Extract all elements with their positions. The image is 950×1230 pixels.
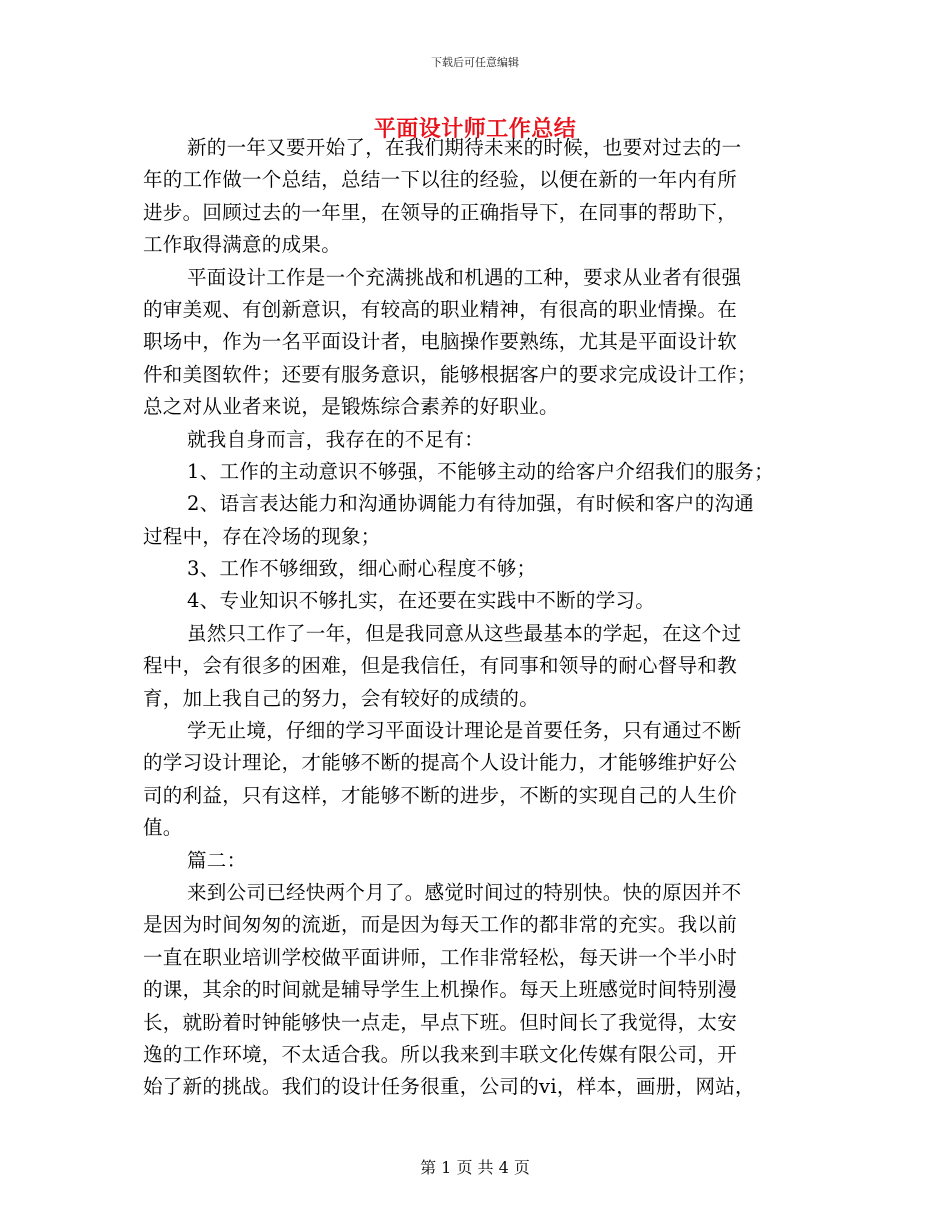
list-item-line: 4、专业知识不够扎实，在还要在实践中不断的学习。 [187, 589, 656, 613]
document-body [143, 132, 808, 1104]
list-item-line: 2、语言表达能力和沟通协调能力有待加强，有时候和客户的沟通 [187, 492, 755, 516]
list-item-line: 过程中，存在冷场的现象； [143, 524, 381, 548]
paragraph-line: 总之对从业者来说，是锻炼综合素养的好职业。 [143, 395, 559, 419]
paragraph-line: 件和美图软件；还要有服务意识，能够根据客户的要求完成设计工作； [143, 362, 757, 386]
paragraph-line: 新的一年又要开始了，在我们期待未来的时候，也要对过去的一 [187, 136, 742, 159]
list-item-line: 1、工作的主动意识不够强，不能够主动的给客户介绍我们的服务； [187, 459, 774, 483]
paragraph-line: 就我自身而言，我存在的不足有： [187, 427, 485, 451]
paragraph-line: 来到公司已经快两个月了。感觉时间过的特别快。快的原因并不 [187, 880, 742, 904]
paragraph-line: 长，就盼着时钟能够快一点走，早点下班。但时间长了我觉得，太安 [143, 1010, 738, 1034]
paragraph-line: 值。 [143, 816, 183, 840]
header-note: 下载后可任意编辑 [431, 56, 519, 69]
paragraph-line: 年的工作做一个总结，总结一下以往的经验，以便在新的一年内有所 [143, 168, 738, 192]
paragraph-line: 的学习设计理论，才能够不断的提高个人设计能力，才能够维护好公 [143, 751, 738, 775]
paragraph-line: 职场中，作为一名平面设计者，电脑操作要熟练，尤其是平面设计软 [143, 330, 738, 354]
paragraph-line: 工作取得满意的成果。 [143, 233, 342, 257]
paragraph-line: 育，加上我自己的努力，会有较好的成绩的。 [143, 686, 540, 710]
paragraph-line: 进步。回顾过去的一年里，在领导的正确指导下，在同事的帮助下， [143, 200, 738, 224]
paragraph-line: 程中，会有很多的困难，但是我信任，有同事和领导的耐心督导和教 [143, 654, 738, 678]
page-number: 第 1 页 共 4 页 [420, 1158, 530, 1177]
list-item-line: 3、工作不够细致，细心耐心程度不够； [187, 557, 537, 581]
paragraph-line: 逸的工作环境，不太适合我。所以我来到丰联文化传媒有限公司，开 [143, 1042, 738, 1066]
paragraph-line: 司的利益，只有这样，才能够不断的进步，不断的实现自己的人生价 [143, 783, 738, 807]
paragraph-line: 一直在职业培训学校做平面讲师，工作非常轻松，每天讲一个半小时 [143, 945, 738, 969]
paragraph-line: 学无止境，仔细的学习平面设计理论是首要任务，只有通过不断 [187, 719, 742, 743]
paragraph-line: 虽然只工作了一年，但是我同意从这些最基本的学起，在这个过 [187, 621, 742, 645]
paragraph-line: 平面设计工作是一个充满挑战和机遇的工种，要求从业者有很强 [187, 265, 742, 289]
document-title: 平面设计师工作总结 [373, 116, 577, 142]
paragraph-line: 是因为时间匆匆的流逝，而是因为每天工作的都非常的充实。我以前 [143, 913, 738, 937]
section-heading: 篇二： [187, 848, 247, 872]
paragraph-line: 的课，其余的时间就是辅导学生上机操作。每天上班感觉时间特别漫 [143, 978, 738, 1002]
paragraph-line: 的审美观、有创新意识，有较高的职业精神，有很高的职业情操。在 [143, 297, 738, 321]
paragraph-line: 始了新的挑战。我们的设计任务很重，公司的vi，样本，画册，网站， [143, 1075, 755, 1099]
